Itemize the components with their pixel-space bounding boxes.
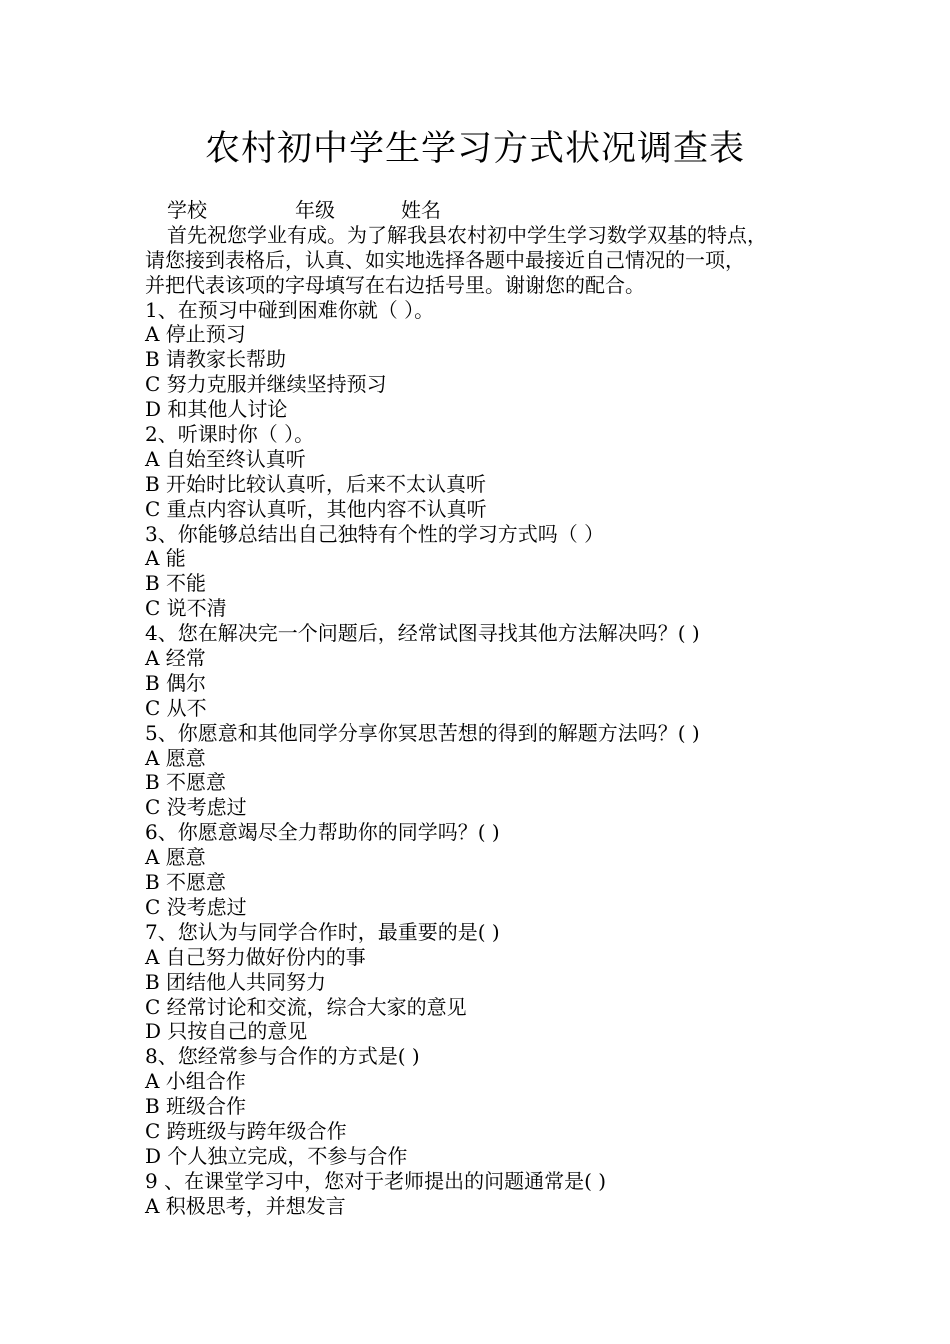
option-6b: B 不愿意 <box>145 870 227 895</box>
question-5: 5、你愿意和其他同学分享你冥思苦想的得到的解题方法吗？( ) <box>145 720 700 745</box>
option-3b: B 不能 <box>145 571 207 596</box>
option-5a: A 愿意 <box>145 745 206 770</box>
option-3c: C 说不清 <box>145 596 227 621</box>
option-9a: A 积极思考，并想发言 <box>145 1193 346 1218</box>
option-5c: C 没考虑过 <box>145 795 247 820</box>
question-6: 6、你愿意竭尽全力帮助你的同学吗？( ) <box>145 820 500 845</box>
intro-line: 请您接到表格后，认真、如实地选择各题中最接近自己情况的一项， <box>145 247 745 272</box>
option-1a: A 停止预习 <box>145 322 246 347</box>
option-8d: D 个人独立完成，不参与合作 <box>145 1143 408 1168</box>
option-8c: C 跨班级与跨年级合作 <box>145 1118 347 1143</box>
question-2: 2、听课时你（ ）。 <box>145 422 315 447</box>
option-1c: C 努力克服并继续坚持预习 <box>145 372 387 397</box>
question-8: 8、您经常参与合作的方式是( ) <box>145 1044 420 1069</box>
option-6c: C 没考虑过 <box>145 894 247 919</box>
option-4c: C 从不 <box>145 695 207 720</box>
option-3a: A 能 <box>145 546 186 571</box>
option-8b: B 班级合作 <box>145 1094 247 1119</box>
option-6a: A 愿意 <box>145 845 206 870</box>
option-8a: A 小组合作 <box>145 1069 246 1094</box>
intro-line: 并把代表该项的字母填写在右边括号里。谢谢您的配合。 <box>145 272 645 297</box>
question-3: 3、你能够总结出自己独特有个性的学习方式吗（ ） <box>145 521 605 546</box>
option-4a: A 经常 <box>145 646 206 671</box>
option-7a: A 自己努力做好份内的事 <box>145 944 366 969</box>
question-7: 7、您认为与同学合作时，最重要的是( ) <box>145 919 500 944</box>
option-4b: B 偶尔 <box>145 670 207 695</box>
question-9: 9 、在课堂学习中，您对于老师提出的问题通常是( ) <box>145 1168 607 1193</box>
option-7c: C 经常讨论和交流，综合大家的意见 <box>145 994 467 1019</box>
option-2a: A 自始至终认真听 <box>145 446 306 471</box>
option-2c: C 重点内容认真听，其他内容不认真听 <box>145 496 487 521</box>
intro-line: 首先祝您学业有成。为了解我县农村初中学生学习数学双基的特点， <box>167 222 767 247</box>
name-label: 姓名 <box>401 198 441 222</box>
option-1b: B 请教家长帮助 <box>145 347 287 372</box>
option-7b: B 团结他人共同努力 <box>145 969 327 994</box>
document-body <box>145 198 835 1219</box>
school-label: 学校 <box>167 198 207 222</box>
student-info-line <box>145 198 835 223</box>
option-7d: D 只按自己的意见 <box>145 1019 308 1044</box>
question-4: 4、您在解决完一个问题后，经常试图寻找其他方法解决吗？( ) <box>145 621 700 646</box>
option-1d: D 和其他人讨论 <box>145 397 288 422</box>
grade-label: 年级 <box>295 198 335 222</box>
document-title: 农村初中学生学习方式状况调查表 <box>204 129 745 169</box>
question-1: 1、在预习中碰到困难你就（ ）。 <box>145 297 435 322</box>
option-2b: B 开始时比较认真听，后来不太认真听 <box>145 471 487 496</box>
option-5b: B 不愿意 <box>145 770 227 795</box>
